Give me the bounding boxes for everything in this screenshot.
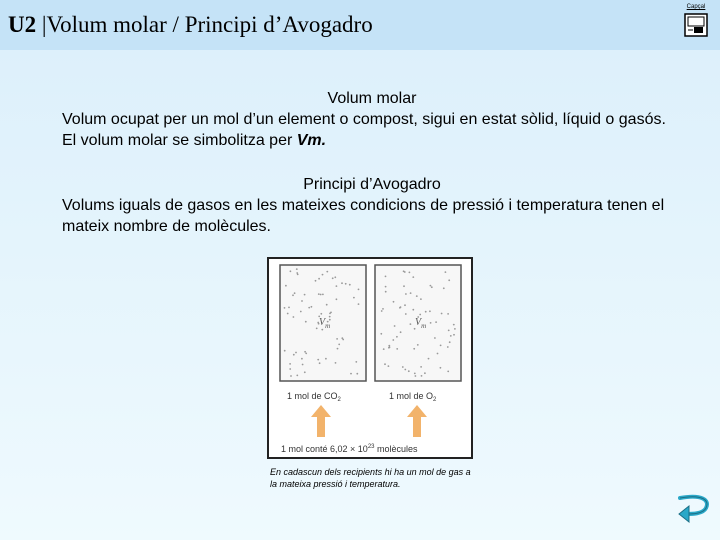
molecule-dot	[385, 291, 387, 293]
molecule-dot	[289, 368, 291, 370]
molecule-dot	[305, 321, 307, 323]
molecule-dot	[304, 351, 306, 353]
molecule-dot	[392, 339, 394, 341]
molecule-dot	[325, 358, 327, 360]
molecule-dot	[330, 312, 332, 314]
molecule-dot	[404, 369, 406, 371]
molecule-dot	[284, 307, 286, 309]
molecule-dot	[385, 276, 387, 278]
molecule-dot	[285, 285, 287, 287]
molecule-dot	[336, 298, 338, 300]
vm-symbol: Vm.	[296, 132, 327, 149]
molecule-dot	[388, 345, 390, 347]
molecule-dot	[447, 371, 449, 373]
molecule-dot	[445, 271, 447, 273]
molecule-dot	[441, 313, 443, 315]
volum-molar-definition	[62, 109, 682, 151]
molecule-dot	[289, 363, 291, 365]
molecule-dot	[388, 365, 390, 367]
molecule-dot	[355, 361, 357, 363]
molecule-dot	[431, 286, 433, 288]
molecule-dot	[421, 375, 423, 377]
molecule-dot	[322, 274, 324, 276]
molecule-dot	[290, 270, 292, 272]
molecule-dot	[382, 308, 384, 310]
molecule-dot	[315, 280, 317, 282]
molecule-dot	[400, 331, 402, 333]
molecule-dot	[321, 329, 323, 331]
right-vm-label: $V_m$	[415, 317, 427, 330]
molecule-dot	[350, 373, 352, 375]
containers-illustration	[269, 259, 471, 457]
molecule-dot	[284, 350, 286, 352]
molecule-dot	[305, 353, 307, 355]
molecule-dot	[389, 346, 391, 348]
unit-label: U2	[8, 12, 37, 37]
molecule-dot	[356, 373, 358, 375]
molecule-dot	[396, 336, 398, 338]
molecule-dot	[336, 285, 338, 287]
molecule-dot	[381, 310, 383, 312]
avogadro-heading: Principi d’Avogadro	[303, 176, 441, 193]
molecule-dot	[400, 306, 402, 308]
molecule-dot	[341, 282, 343, 284]
molecule-dot	[385, 286, 387, 288]
molecule-dot	[404, 304, 406, 306]
chalkboard-icon[interactable]	[683, 4, 709, 36]
molecule-dot	[338, 344, 340, 346]
molecule-dot	[319, 362, 321, 364]
molecule-dot	[316, 328, 318, 330]
title-bar	[0, 0, 720, 50]
molecule-dot	[393, 301, 395, 303]
molecule-dot	[448, 279, 450, 281]
molecule-dot	[349, 284, 351, 286]
molecule-dot	[420, 298, 422, 300]
molecule-dot	[424, 372, 426, 374]
right-container-label: 1 mol de $O_2$	[389, 391, 437, 403]
molecule-count-text: 1 mol conté $6,02 \times 10^{23}$ molècules	[281, 444, 418, 454]
molecule-dot	[416, 295, 418, 297]
molecule-dot	[329, 319, 331, 321]
avogadro-section	[62, 174, 682, 237]
molecule-dot	[318, 293, 320, 295]
molecule-dot	[304, 294, 306, 296]
molecule-dot	[296, 272, 298, 274]
molecule-dot	[318, 278, 320, 280]
molecule-dot	[417, 344, 419, 346]
molecule-dot	[410, 292, 412, 294]
molecule-dot	[288, 307, 290, 309]
molecule-dot	[336, 338, 338, 340]
molecule-dot	[430, 322, 432, 324]
molecule-dot	[440, 345, 442, 347]
molecule-dot	[293, 316, 295, 318]
molecule-dot	[335, 362, 337, 364]
molecule-dot	[301, 358, 303, 360]
molecule-dot	[334, 276, 336, 278]
left-container-label: 1 mol de $CO_2$	[287, 391, 341, 403]
molecule-dot	[410, 323, 412, 325]
molecule-dot	[394, 325, 396, 327]
molecule-dot	[437, 353, 439, 355]
avogadro-text: Volums iguals de gasos en les mateixes condicions de pressió i temperatura tenen el mateix nombre de molècules.	[62, 197, 665, 235]
volum-molar-section	[62, 88, 682, 151]
molecule-dot	[450, 335, 452, 337]
volum-molar-text: Volum ocupat per un mol d’un element o compost, sigui en estat sòlid, líquid o gasós. El volum molar se simbolitza per	[62, 111, 666, 149]
molecule-dot	[353, 297, 355, 299]
molecule-dot	[403, 285, 405, 287]
molecule-dot	[409, 272, 411, 274]
molecule-dot	[320, 313, 322, 315]
molecule-dot	[447, 313, 449, 315]
molecule-dot	[414, 328, 416, 330]
molecule-dot	[405, 313, 407, 315]
molecule-dot	[425, 311, 427, 313]
molecule-dot	[428, 358, 430, 360]
molecule-dot	[419, 314, 421, 316]
molecule-dot	[287, 313, 289, 315]
molecule-dot	[317, 359, 319, 361]
molecule-dot	[447, 346, 449, 348]
return-arrow-graphic	[676, 492, 712, 528]
molecule-dot	[337, 348, 339, 350]
molecule-dot	[301, 300, 303, 302]
molecule-dot	[412, 309, 414, 311]
molecule-dot	[296, 375, 298, 377]
left-vm-label: $V_m$	[319, 317, 331, 330]
molecule-dot	[345, 283, 347, 285]
molecule-dot	[408, 370, 410, 372]
molecule-dot	[402, 366, 404, 368]
molecule-dot	[302, 364, 304, 366]
page-title	[8, 12, 373, 38]
molecule-dot	[326, 271, 328, 273]
molecule-dot	[412, 276, 414, 278]
molecule-dot	[295, 352, 297, 354]
molecule-dot	[430, 285, 432, 287]
molecule-dot	[358, 289, 360, 291]
molecule-dot	[434, 337, 436, 339]
molecule-dot	[332, 277, 334, 279]
figure-caption: En cadascun dels recipients hi ha un mol de gas a la mateixa pressió i temperatura.	[270, 467, 471, 489]
molecule-dot	[413, 348, 415, 350]
molecule-dot	[322, 294, 324, 296]
molecule-dot	[358, 303, 360, 305]
molecule-dot	[435, 321, 437, 323]
molecule-dot	[384, 363, 386, 365]
volum-molar-heading: Volum molar	[327, 90, 417, 107]
molecule-dot	[326, 304, 328, 306]
molecule-dot	[420, 366, 422, 368]
molecule-dot	[448, 330, 450, 332]
molecule-dot	[414, 373, 416, 375]
title-text: |Volum molar / Principi d’Avogadro	[41, 12, 373, 37]
molecule-dot	[311, 306, 313, 308]
molecule-dot	[415, 375, 417, 377]
molecule-dot	[294, 292, 296, 294]
chalkboard-graphic	[684, 13, 708, 37]
molecule-dot	[454, 328, 456, 330]
molecule-dot	[453, 324, 455, 326]
molecule-dot	[429, 310, 431, 312]
molecule-dot	[404, 271, 406, 273]
molecule-dot	[443, 287, 445, 289]
molecule-dot	[396, 348, 398, 350]
molecule-dot	[449, 341, 451, 343]
molecule-dot	[383, 348, 385, 350]
molecule-dot	[453, 334, 455, 336]
molecule-dot	[320, 294, 322, 296]
molecule-dot	[440, 367, 442, 369]
molecule-dot	[329, 316, 331, 318]
molecule-dot	[290, 375, 292, 377]
avogadro-figure	[267, 257, 473, 459]
molecule-dot	[293, 354, 295, 356]
molecule-dot	[304, 371, 306, 373]
molecule-dot	[296, 268, 298, 270]
molecule-dot	[292, 294, 294, 296]
molecule-dot	[405, 293, 407, 295]
return-arrow-icon[interactable]	[676, 492, 712, 528]
molecule-dot	[341, 337, 343, 339]
molecule-dot	[308, 307, 310, 309]
icon-caption: Capçal	[686, 4, 706, 10]
molecule-dot	[300, 311, 302, 313]
molecule-dot	[380, 333, 382, 335]
